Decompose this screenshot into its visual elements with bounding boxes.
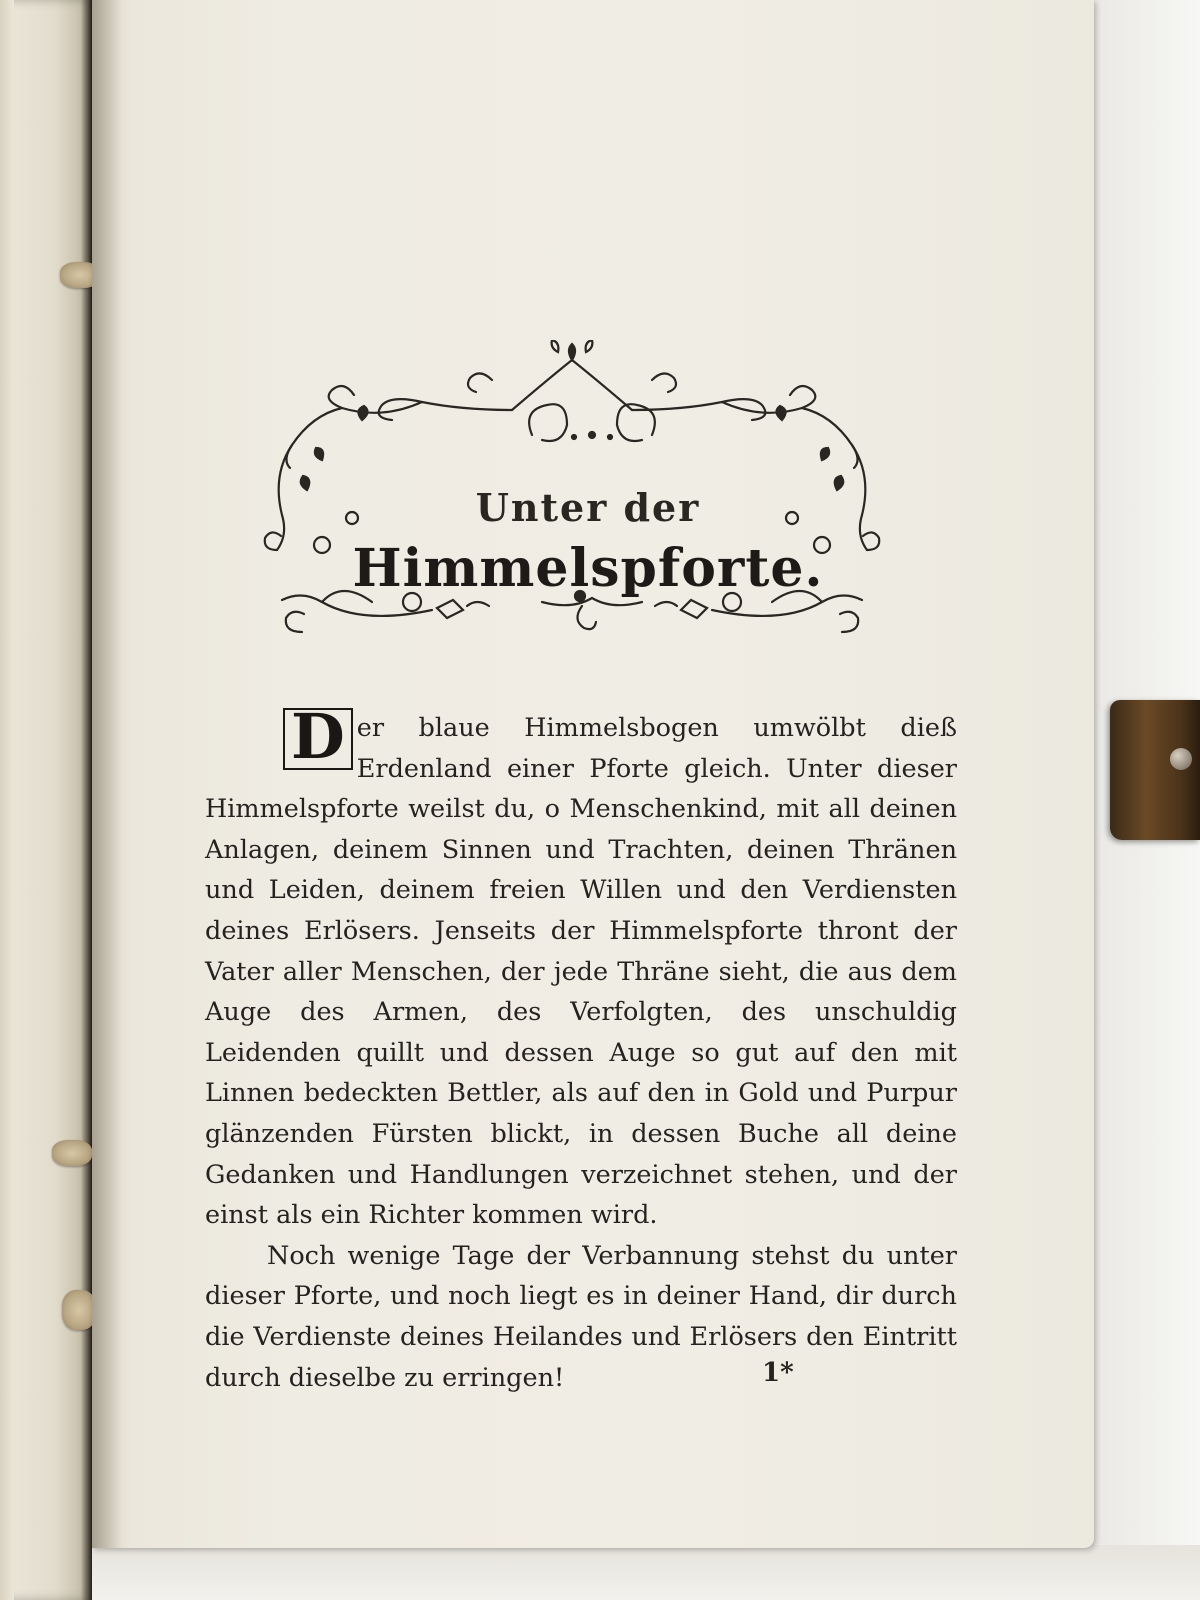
chapter-title-line-2: Himmelspforte. bbox=[352, 538, 824, 599]
paragraph-2: Noch wenige Tage der Verbannung stehst du unter dieser Pforte, und noch liegt es in deiner Hand, dir durch die Verdienste deines Heilandes und Erlösers den Eintritt durch dieselbe zu erringen! bbox=[205, 1240, 957, 1393]
paragraph-1 bbox=[205, 700, 957, 1236]
left-page-edge bbox=[0, 0, 92, 1600]
binding-stitch bbox=[62, 1290, 96, 1330]
page-signature-mark: 1* bbox=[762, 1358, 794, 1388]
background-surface-bottom bbox=[0, 1545, 1200, 1600]
paragraph-1-text: er blaue Himmelsbogen umwölbt dieß Erdenland einer Pforte gleich. Unter dieser Himmelspforte weilst du, o Menschenkind, mit all deinen Anlagen, deinem Sinnen und Trachten, deinen Thränen und Leiden, deinem freien Willen und den Verdiensten deines Erlösers. Jenseits der Himmelspforte thront der Vater aller Menschen, der jede Thräne sieht, die aus dem Auge des Armen, des Verfolgten, des unschuldig Leidenden quillt und dessen Auge so gut auf den mit Linnen bedeckten Bettler, als auf den in Gold und Purpur glänzenden Fürsten blickt, in dessen Buche all deine Gedanken und Handlungen verzeichnet stehen, und der einst als ein Richter kommen wird. bbox=[205, 713, 957, 1231]
gutter-shadow bbox=[92, 0, 122, 1548]
chapter-title-line-1: Unter der bbox=[475, 485, 701, 530]
drop-cap: D bbox=[283, 708, 353, 770]
binding-stitch bbox=[52, 1140, 92, 1166]
book-clasp bbox=[1110, 700, 1200, 840]
body-text bbox=[205, 700, 957, 1398]
clasp-rivet bbox=[1170, 748, 1192, 770]
cover-edge bbox=[0, 0, 14, 1600]
